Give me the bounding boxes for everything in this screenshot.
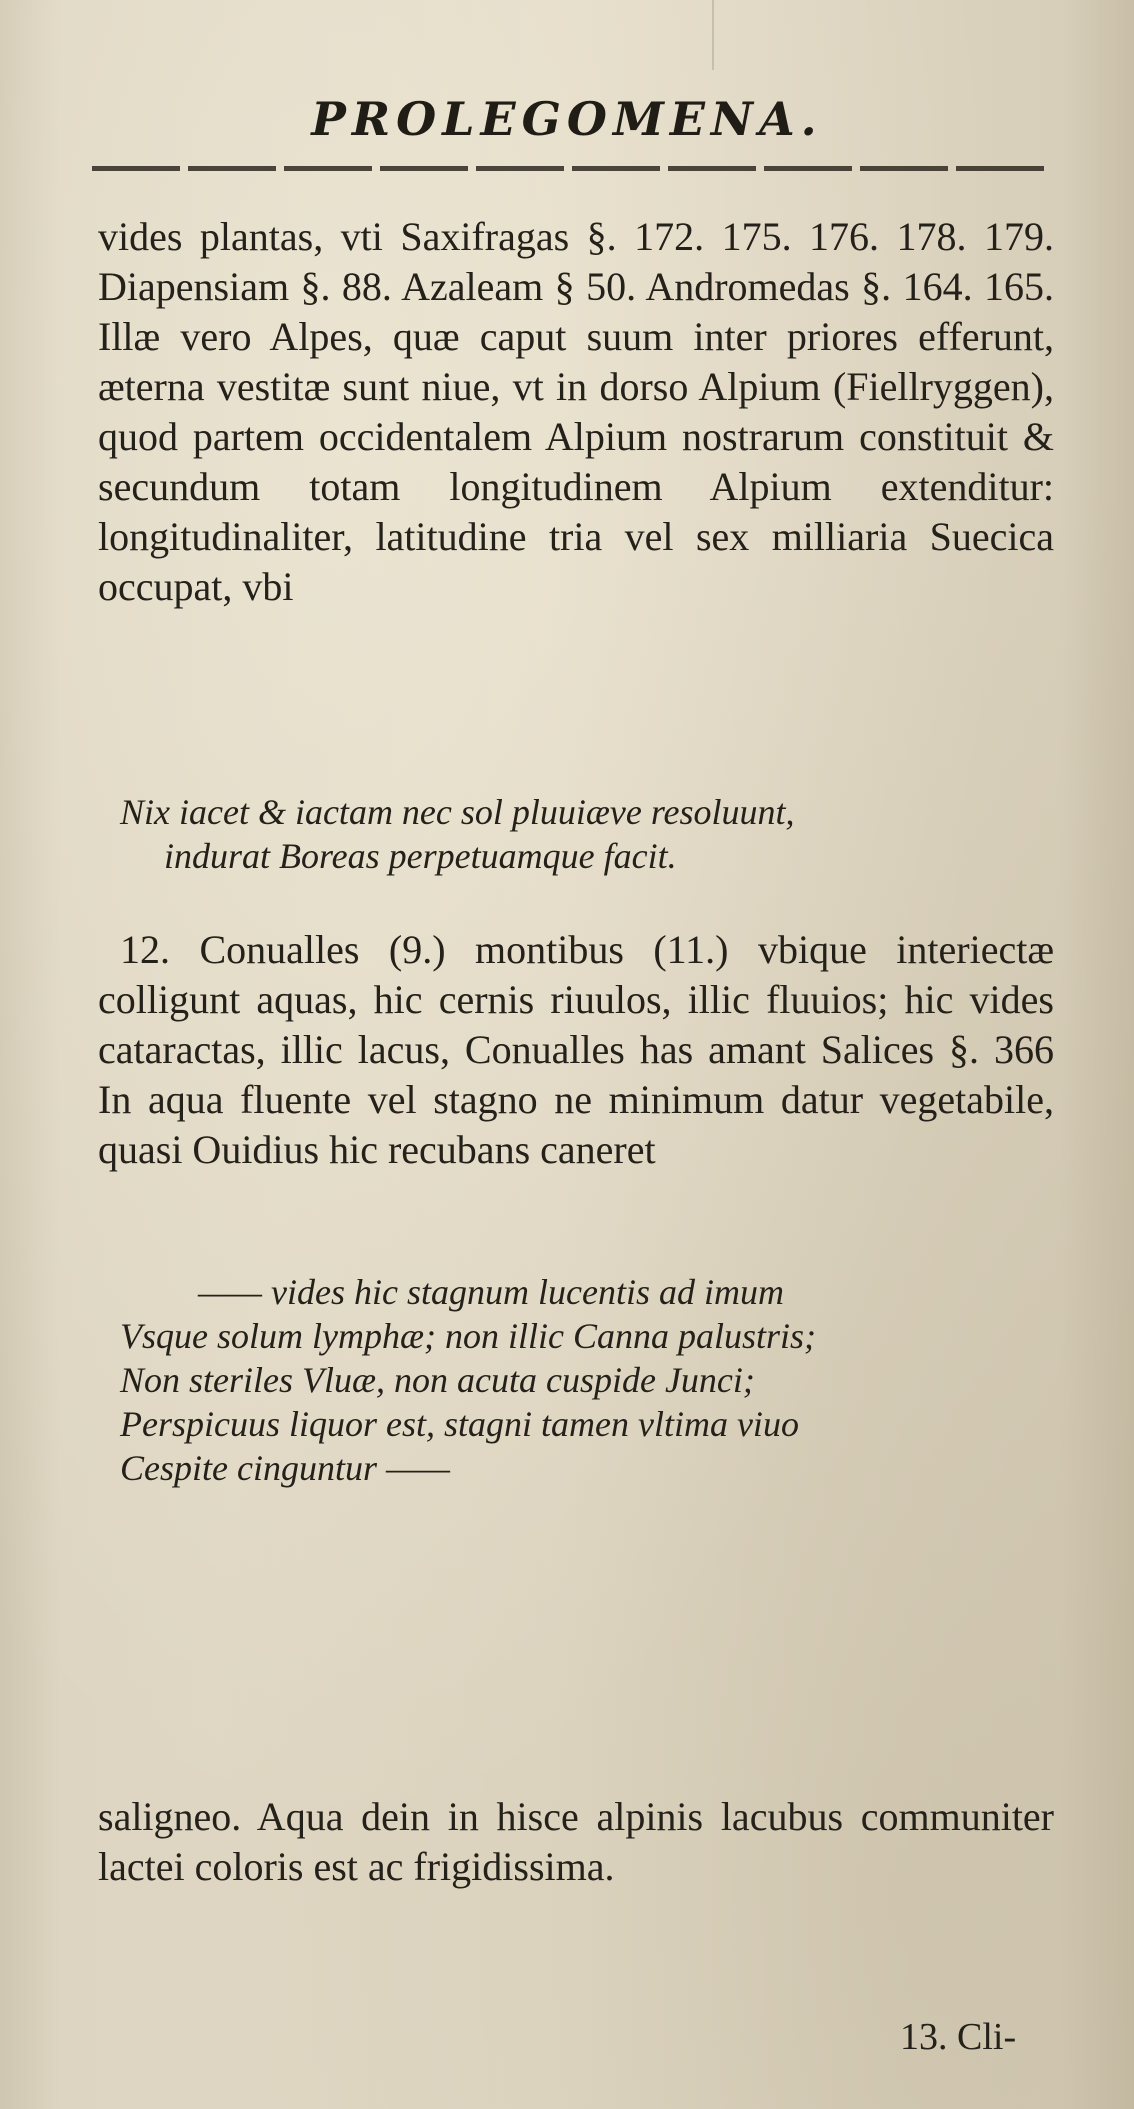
page-crease bbox=[712, 0, 714, 70]
catchword: 13. Cli- bbox=[900, 2016, 1017, 2058]
quote-2-line-3: Non steriles Vluæ, non acuta cuspide Junci; bbox=[120, 1360, 755, 1400]
paragraph-1: vides plantas, vti Saxifragas §. 172. 175. 176. 178. 179. Diapensiam §. 88. Azaleam § 50. Andromedas §. 164. 165. Illæ vero Alpes, quæ caput suum inter priores efferunt, æterna vestitæ sunt niue, vt in dorso Alpium (Fiellryggen), quod partem occidentalem Alpium nostrarum constituit & secundum totam longitudinem Alpium extenditur: longitudinaliter, latitudine tria vel sex milliaria Suecica occupat, vbi bbox=[98, 214, 1054, 609]
paragraph-3: saligneo. Aqua dein in hisce alpinis lacubus communiter lactei coloris est ac frigidissima. bbox=[98, 1794, 1054, 1889]
quote-1-line-2: indurat Boreas perpetuamque facit. bbox=[164, 836, 677, 876]
quote-2-line-1: —— vides hic stagnum lucentis ad imum bbox=[198, 1272, 784, 1312]
header-rule bbox=[92, 166, 1052, 171]
quote-1 bbox=[98, 790, 1054, 878]
running-head: PROLEGOMENA. bbox=[311, 92, 823, 146]
quote-2-line-4: Perspicuus liquor est, stagni tamen vltima viuo bbox=[120, 1404, 799, 1444]
quote-1-line-1: Nix iacet & iactam nec sol pluuiæve resoluunt, bbox=[120, 792, 795, 832]
quote-2-line-2: Vsque solum lymphæ; non illic Canna palustris; bbox=[120, 1316, 816, 1356]
quote-2 bbox=[98, 1270, 1054, 1490]
quote-2-line-5: Cespite cinguntur —— bbox=[120, 1448, 450, 1488]
paragraph-2: 12. Conualles (9.) montibus (11.) vbique interiectæ colligunt aquas, hic cernis riuulos, illic fluuios; hic vides cataractas, illic lacus, Conualles has amant Salices §. 366 In aqua fluente vel stagno ne minimum datur vegetabile, quasi Ouidius hic recubans caneret bbox=[98, 927, 1054, 1172]
